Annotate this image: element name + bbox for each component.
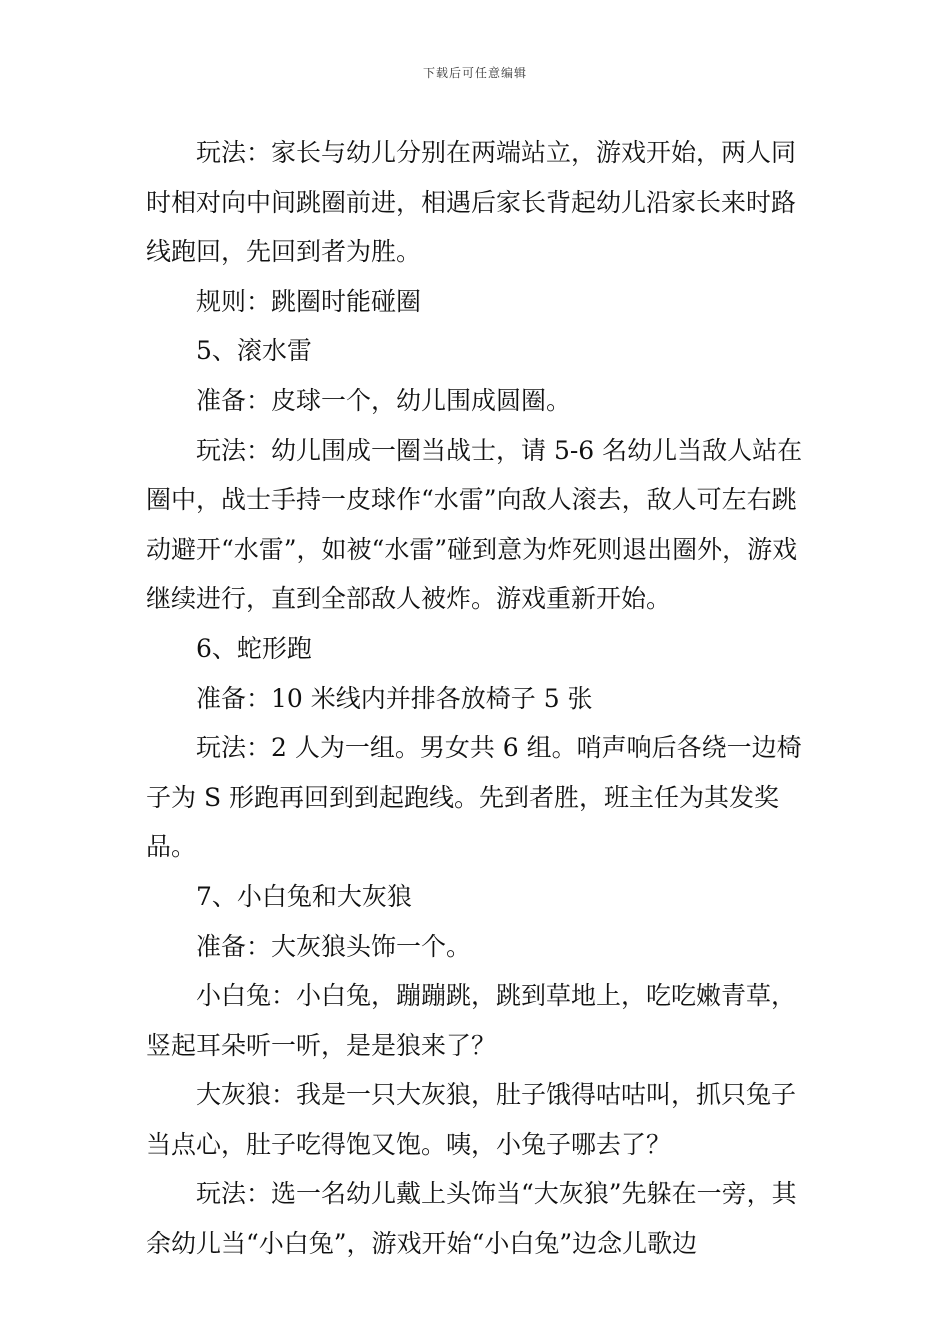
- paragraph-jump-ring-gameplay: 玩法：家长与幼儿分别在两端站立，游戏开始，两人同时相对向中间跳圈前进，相遇后家长背起幼儿沿家长来时路线跑回，先回到者为胜。: [146, 138, 797, 267]
- document-body: [146, 128, 816, 1269]
- paragraph-rolling-mine-prep: 准备：皮球一个，幼儿围成圆圈。: [196, 385, 572, 415]
- paragraph-wolf-rhyme: 大灰狼：我是一只大灰狼，肚子饿得咕咕叫，抓只兔子当点心，肚子吃得饱又饱。咦，小兔子哪去了？: [146, 1080, 797, 1159]
- paragraph-snake-run-gameplay: 玩法：2 人为一组。男女共 6 组。哨声响后各绕一边椅子为 S 形跑再回到到起跑线。先到者胜，班主任为其发奖品。: [146, 733, 802, 862]
- paragraph-rolling-mine-gameplay: 玩法：幼儿围成一圈当战士，请 5-6 名幼儿当敌人站在圈中，战士手持一皮球作“水雷”向敌人滚去，敌人可左右跳动避开“水雷”，如被“水雷”碰到意为炸死则退出圈外，游戏继续进行，直到全部敌人被炸。游戏重新开始。: [146, 435, 803, 614]
- paragraph-rabbit-wolf-prep: 准备：大灰狼头饰一个。: [196, 931, 472, 961]
- paragraph-rabbit-wolf-gameplay: 玩法：选一名幼儿戴上头饰当“大灰狼”先躲在一旁，其余幼儿当“小白兔”，游戏开始“小白兔”边念儿歌边: [146, 1179, 797, 1259]
- paragraph-snake-run-prep: 准备：10 米线内并排各放椅子 5 张: [196, 683, 593, 713]
- page-header: 下载后可任意编辑: [422, 66, 527, 80]
- section-heading-snake-run: 6、蛇形跑: [196, 633, 312, 663]
- section-heading-rabbit-and-wolf: 7、小白兔和大灰狼: [196, 881, 412, 911]
- paragraph-jump-ring-rules: 规则：跳圈时能碰圈: [196, 286, 422, 316]
- section-heading-rolling-mine: 5、滚水雷: [196, 336, 312, 366]
- paragraph-rabbit-rhyme: 小白兔：小白兔，蹦蹦跳，跳到草地上，吃吃嫩青草，竖起耳朵听一听，是是狼来了？: [146, 981, 797, 1060]
